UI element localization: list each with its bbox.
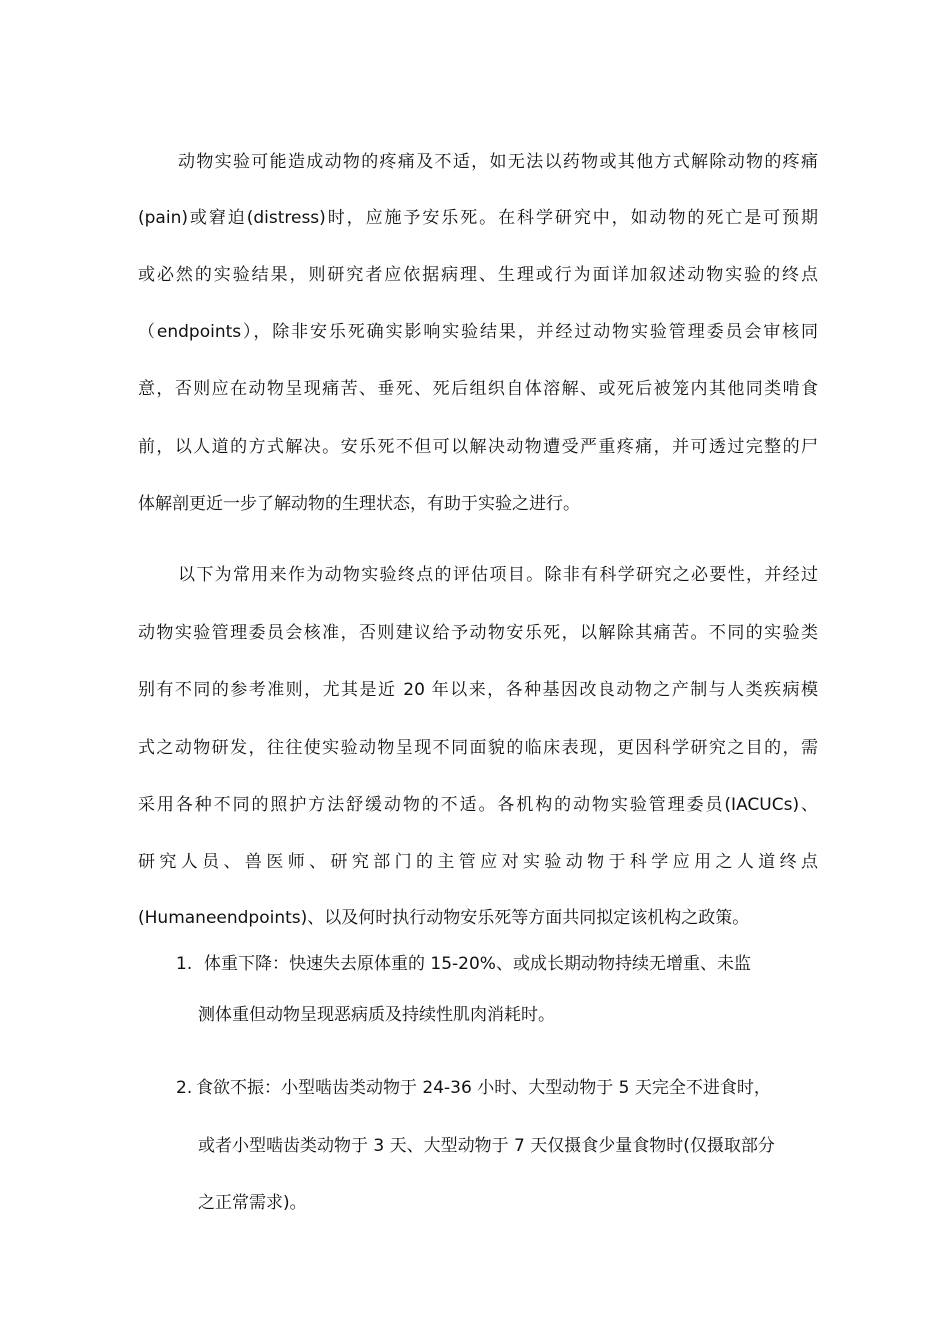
list-item-line: 或者小型啮齿类动物于 3 天、大型动物于 7 天仅摄食少量食物时(仅摄取部分 bbox=[198, 1136, 775, 1156]
paragraph-line: (Humaneendpoints)、以及何时执行动物安乐死等方面共同拟定该机构之政策。 bbox=[138, 908, 750, 928]
paragraph-line: 以下为常用来作为动物实验终点的评估项目。除非有科学研究之必要性，并经过 bbox=[178, 565, 818, 585]
paragraph-line: 前，以人道的方式解决。安乐死不但可以解决动物遭受严重疼痛，并可透过完整的尸 bbox=[138, 437, 818, 457]
paragraph-line: 动物实验管理委员会核准，否则建议给予动物安乐死，以解除其痛苦。不同的实验类 bbox=[138, 623, 818, 643]
list-item-line: 体重下降：快速失去原体重的 15-20%、或成长期动物持续无增重、未监 bbox=[204, 954, 751, 974]
list-item-line: 之正常需求)。 bbox=[198, 1193, 307, 1213]
paragraph-line: 式之动物研发，往往使实验动物呈现不同面貌的临床表现，更因科学研究之目的，需 bbox=[138, 738, 818, 758]
paragraph-line: 采用各种不同的照护方法舒缓动物的不适。各机构的动物实验管理委员(IACUCs)、 bbox=[138, 795, 818, 815]
paragraph-line: (pain)或窘迫(distress)时，应施予安乐死。在科学研究中，如动物的死亡是可预期 bbox=[138, 208, 818, 228]
paragraph-line: （endpoints），除非安乐死确实影响实验结果，并经过动物实验管理委员会审核同 bbox=[138, 322, 818, 342]
paragraph-line: 意，否则应在动物呈现痛苦、垂死、死后组织自体溶解、或死后被笼内其他同类啃食 bbox=[138, 379, 818, 399]
list-item-number: 1. bbox=[176, 954, 193, 974]
list-item-line: 测体重但动物呈现恶病质及持续性肌肉消耗时。 bbox=[198, 1005, 555, 1025]
paragraph-line: 别有不同的参考准则，尤其是近 20 年以来，各种基因改良动物之产制与人类疾病模 bbox=[138, 680, 818, 700]
paragraph-line: 或必然的实验结果，则研究者应依据病理、生理或行为面详加叙述动物实验的终点 bbox=[138, 265, 818, 285]
paragraph-line: 研究人员、兽医师、研究部门的主管应对实验动物于科学应用之人道终点 bbox=[138, 852, 818, 872]
list-item-line: 食欲不振：小型啮齿类动物于 24-36 小时、大型动物于 5 天完全不进食时， bbox=[196, 1078, 771, 1098]
paragraph-line: 体解剖更近一步了解动物的生理状态，有助于实验之进行。 bbox=[138, 494, 580, 514]
paragraph-line: 动物实验可能造成动物的疼痛及不适，如无法以药物或其他方式解除动物的疼痛 bbox=[178, 152, 818, 172]
list-item-number: 2. bbox=[176, 1078, 193, 1098]
